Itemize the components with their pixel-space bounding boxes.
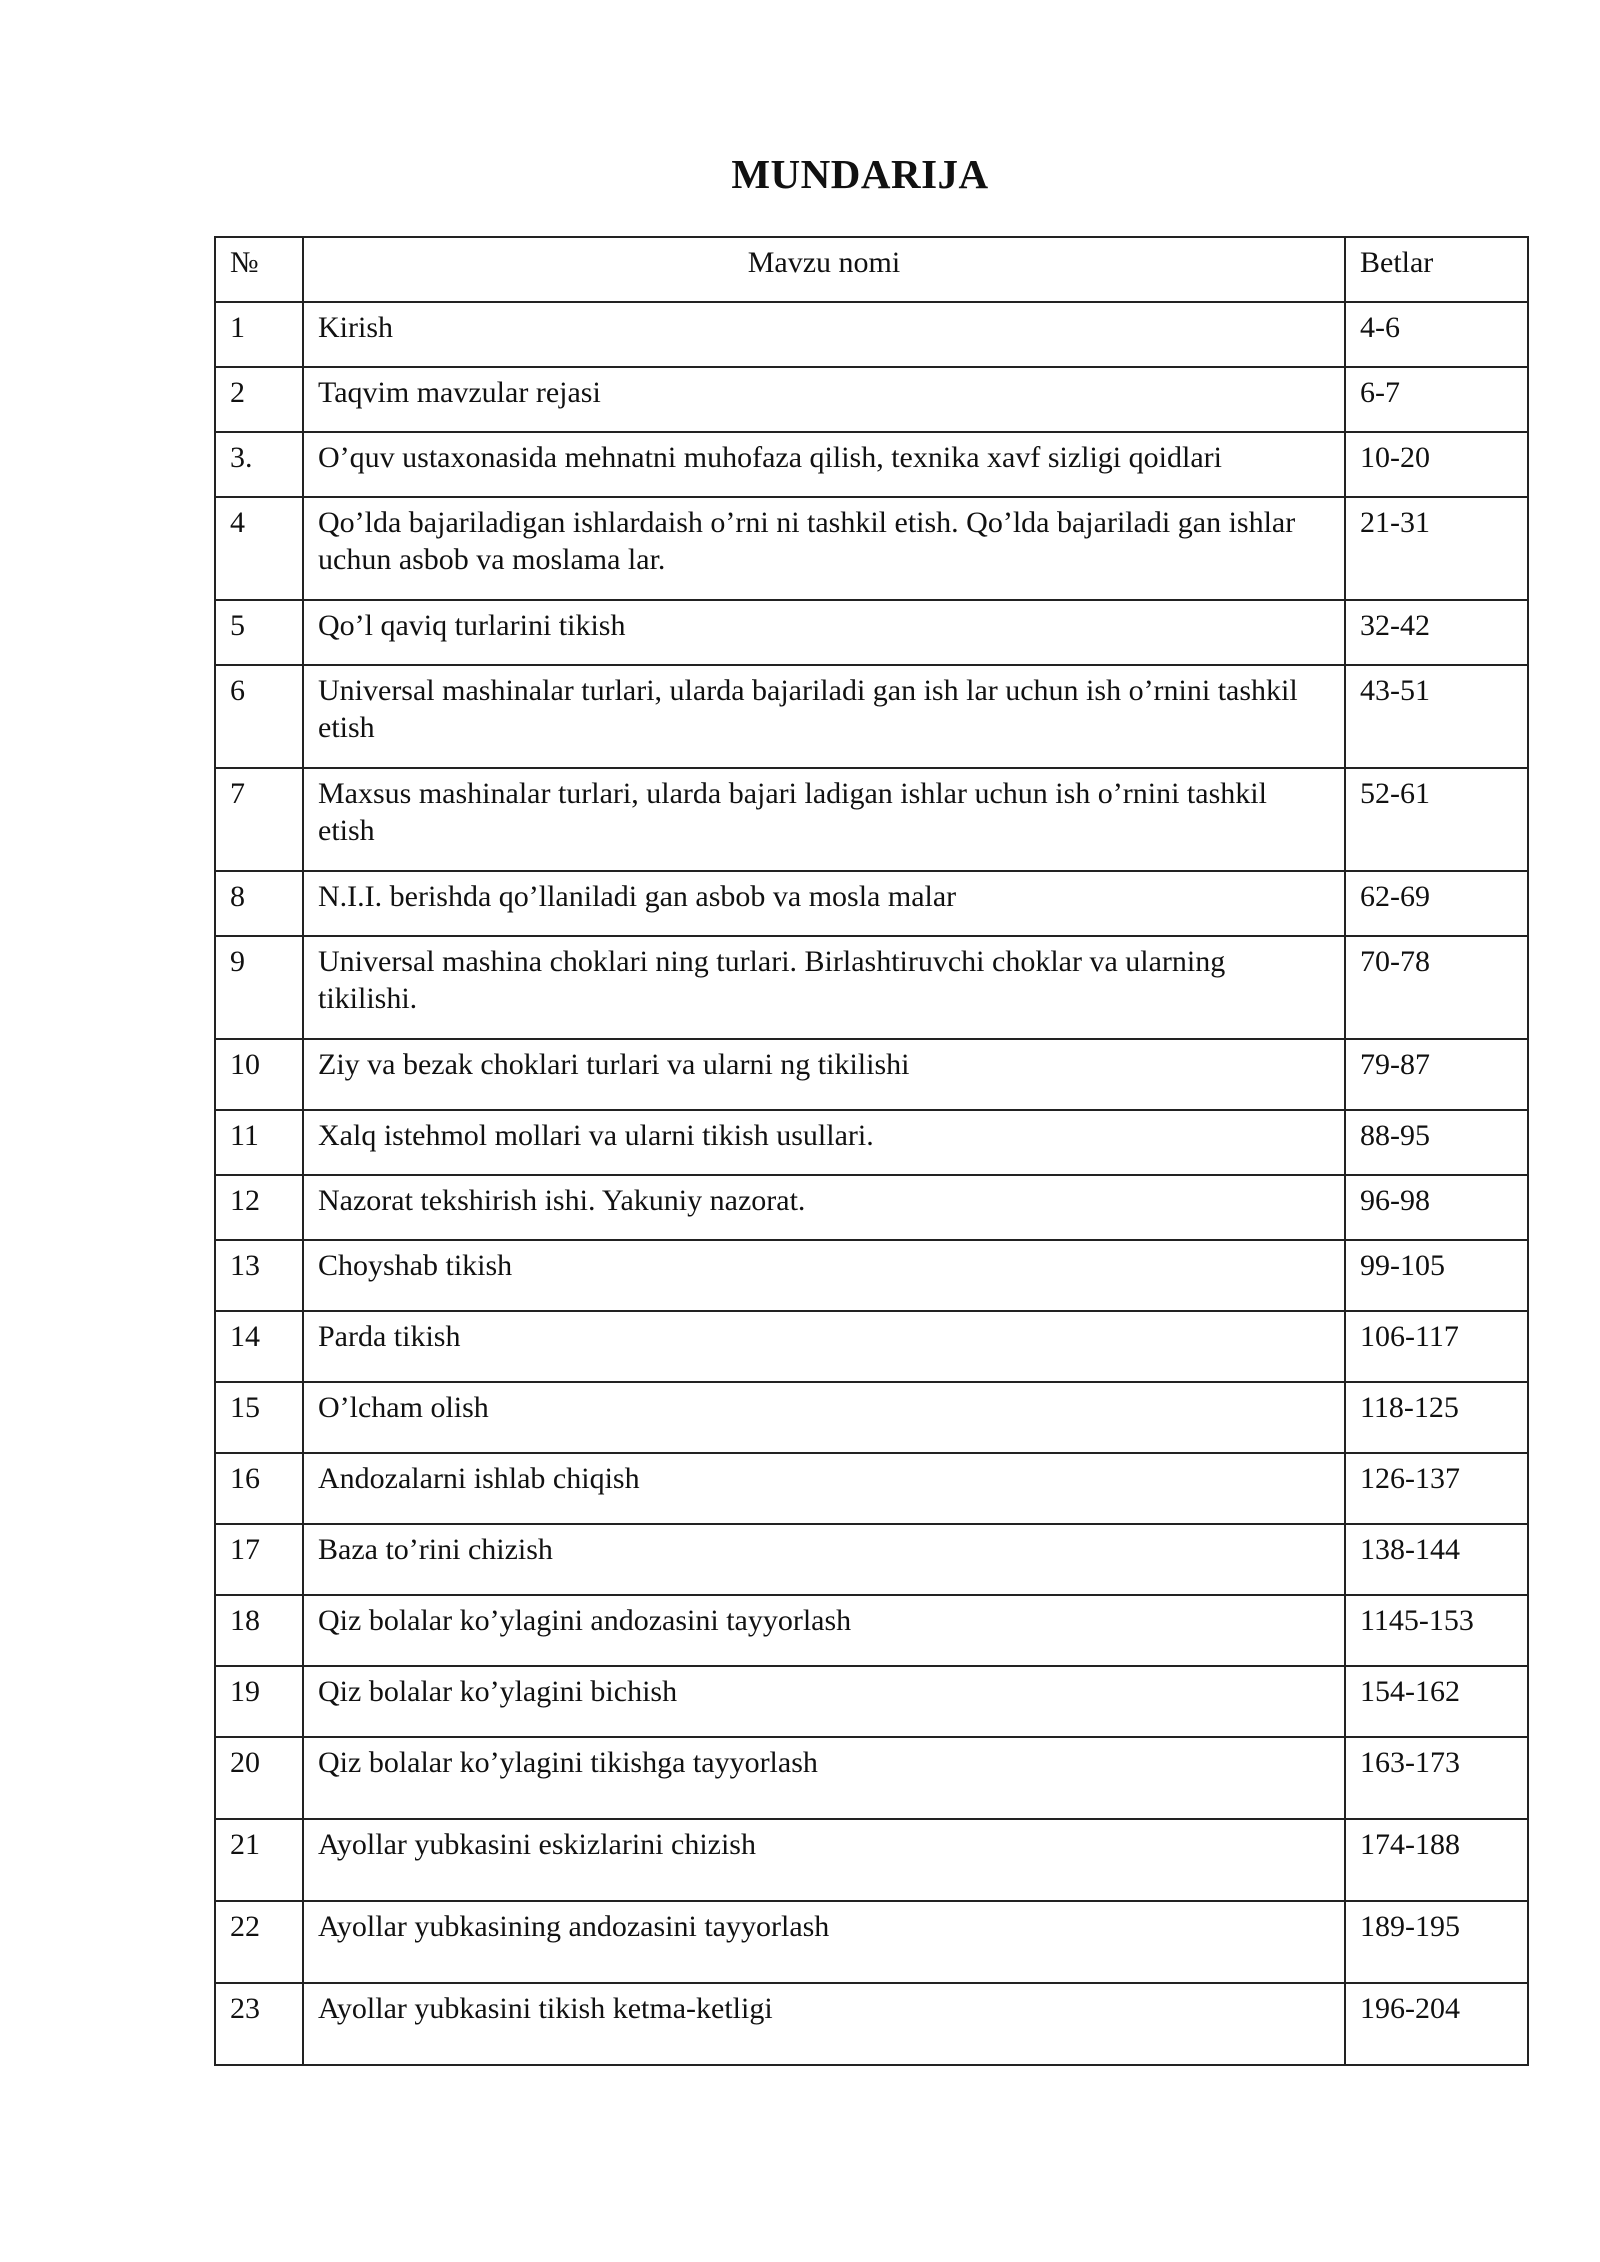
row-pages: 196-204 <box>1345 1983 1528 2065</box>
row-number: 21 <box>215 1819 303 1901</box>
table-row <box>215 1453 1528 1524</box>
table-header-row <box>215 237 1528 302</box>
header-topic: Mavzu nomi <box>303 237 1345 302</box>
table-row <box>215 1983 1528 2065</box>
row-topic: Choyshab tikish <box>303 1240 1345 1311</box>
row-pages: 138-144 <box>1345 1524 1528 1595</box>
table-row <box>215 1311 1528 1382</box>
row-pages: 106-117 <box>1345 1311 1528 1382</box>
header-pages: Betlar <box>1345 237 1528 302</box>
row-topic: O’quv ustaxonasida mehnatni muhofaza qilish, texnika xavf sizligi qoidlari <box>303 432 1345 497</box>
row-pages: 43-51 <box>1345 665 1528 768</box>
row-number: 22 <box>215 1901 303 1983</box>
row-pages: 174-188 <box>1345 1819 1528 1901</box>
table-row <box>215 1039 1528 1110</box>
row-number: 23 <box>215 1983 303 2065</box>
row-number: 20 <box>215 1737 303 1819</box>
row-number: 8 <box>215 871 303 936</box>
row-number: 5 <box>215 600 303 665</box>
row-topic: Parda tikish <box>303 1311 1345 1382</box>
row-topic: Xalq istehmol mollari va ularni tikish usullari. <box>303 1110 1345 1175</box>
table-row <box>215 1240 1528 1311</box>
row-topic: Qo’lda bajariladigan ishlardaish o’rni ni tashkil etish. Qo’lda bajariladi gan ishlar uchun asbob va moslama lar. <box>303 497 1345 600</box>
table-row <box>215 1175 1528 1240</box>
row-number: 6 <box>215 665 303 768</box>
row-pages: 79-87 <box>1345 1039 1528 1110</box>
row-topic: Ayollar yubkasini tikish ketma-ketligi <box>303 1983 1345 2065</box>
table-row <box>215 1901 1528 1983</box>
page-title: MUNDARIJA <box>731 151 989 197</box>
contents-table <box>214 236 1529 2066</box>
table-row <box>215 432 1528 497</box>
row-number: 11 <box>215 1110 303 1175</box>
row-topic: Baza to’rini chizish <box>303 1524 1345 1595</box>
row-topic: Universal mashinalar turlari, ularda bajariladi gan ish lar uchun ish o’rnini tashkil etish <box>303 665 1345 768</box>
row-topic: Qiz bolalar ko’ylagini tikishga tayyorlash <box>303 1737 1345 1819</box>
row-number: 19 <box>215 1666 303 1737</box>
table-row <box>215 936 1528 1039</box>
row-topic: Kirish <box>303 302 1345 367</box>
row-pages: 62-69 <box>1345 871 1528 936</box>
table-row <box>215 1595 1528 1666</box>
row-number: 3. <box>215 432 303 497</box>
table-row <box>215 1524 1528 1595</box>
table-row <box>215 600 1528 665</box>
row-topic: Ayollar yubkasini eskizlarini chizish <box>303 1819 1345 1901</box>
row-pages: 154-162 <box>1345 1666 1528 1737</box>
row-number: 16 <box>215 1453 303 1524</box>
row-topic: Taqvim mavzular rejasi <box>303 367 1345 432</box>
table-row <box>215 768 1528 871</box>
row-pages: 4-6 <box>1345 302 1528 367</box>
row-pages: 118-125 <box>1345 1382 1528 1453</box>
row-pages: 189-195 <box>1345 1901 1528 1983</box>
table-row <box>215 1737 1528 1819</box>
row-pages: 163-173 <box>1345 1737 1528 1819</box>
table-row <box>215 367 1528 432</box>
table-row <box>215 497 1528 600</box>
table-row <box>215 871 1528 936</box>
row-topic: Andozalarni ishlab chiqish <box>303 1453 1345 1524</box>
row-pages: 70-78 <box>1345 936 1528 1039</box>
row-pages: 21-31 <box>1345 497 1528 600</box>
table-row <box>215 1666 1528 1737</box>
table-row <box>215 1819 1528 1901</box>
row-topic: Universal mashina choklari ning turlari. Birlashtiruvchi choklar va ularning tikilishi. <box>303 936 1345 1039</box>
row-number: 17 <box>215 1524 303 1595</box>
row-pages: 32-42 <box>1345 600 1528 665</box>
row-topic: Ayollar yubkasining andozasini tayyorlash <box>303 1901 1345 1983</box>
table-row <box>215 1110 1528 1175</box>
row-pages: 6-7 <box>1345 367 1528 432</box>
row-number: 15 <box>215 1382 303 1453</box>
row-topic: Maxsus mashinalar turlari, ularda bajari ladigan ishlar uchun ish o’rnini tashkil etish <box>303 768 1345 871</box>
row-number: 4 <box>215 497 303 600</box>
header-number: № <box>215 237 303 302</box>
row-pages: 10-20 <box>1345 432 1528 497</box>
row-pages: 96-98 <box>1345 1175 1528 1240</box>
row-topic: Qiz bolalar ko’ylagini bichish <box>303 1666 1345 1737</box>
row-number: 14 <box>215 1311 303 1382</box>
row-number: 13 <box>215 1240 303 1311</box>
row-pages: 1145-153 <box>1345 1595 1528 1666</box>
row-number: 18 <box>215 1595 303 1666</box>
table-row <box>215 665 1528 768</box>
row-number: 10 <box>215 1039 303 1110</box>
row-number: 12 <box>215 1175 303 1240</box>
row-pages: 99-105 <box>1345 1240 1528 1311</box>
row-number: 2 <box>215 367 303 432</box>
row-number: 9 <box>215 936 303 1039</box>
row-topic: O’lcham olish <box>303 1382 1345 1453</box>
table-row <box>215 1382 1528 1453</box>
row-number: 1 <box>215 302 303 367</box>
row-topic: Qo’l qaviq turlarini tikish <box>303 600 1345 665</box>
row-pages: 88-95 <box>1345 1110 1528 1175</box>
row-pages: 52-61 <box>1345 768 1528 871</box>
row-number: 7 <box>215 768 303 871</box>
row-pages: 126-137 <box>1345 1453 1528 1524</box>
row-topic: Nazorat tekshirish ishi. Yakuniy nazorat. <box>303 1175 1345 1240</box>
row-topic: Qiz bolalar ko’ylagini andozasini tayyorlash <box>303 1595 1345 1666</box>
row-topic: Ziy va bezak choklari turlari va ularni ng tikilishi <box>303 1039 1345 1110</box>
table-row <box>215 302 1528 367</box>
row-topic: N.I.I. berishda qo’llaniladi gan asbob va mosla malar <box>303 871 1345 936</box>
